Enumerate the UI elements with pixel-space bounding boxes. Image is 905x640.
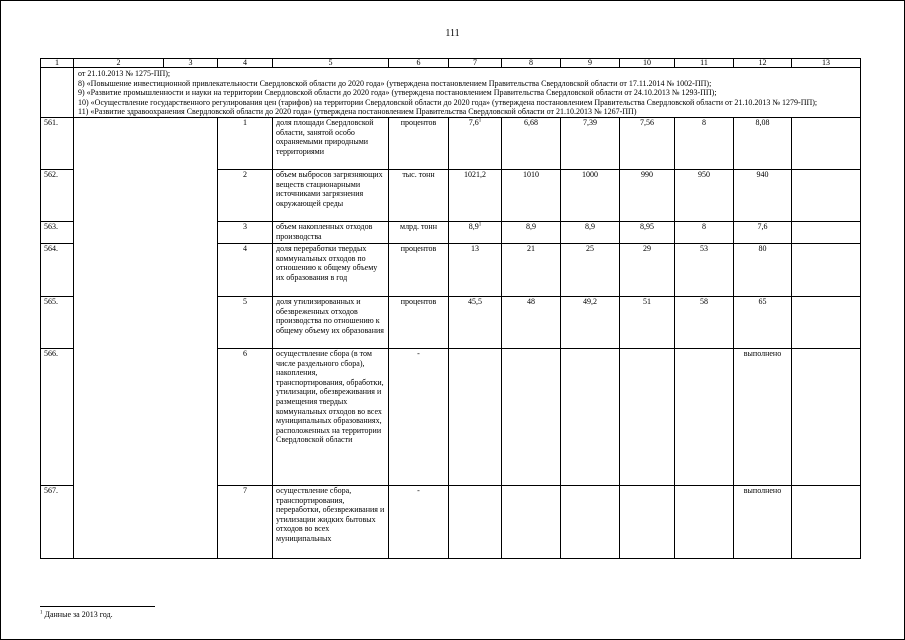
footnote-divider — [40, 606, 155, 607]
value-col13 — [792, 221, 861, 243]
value-col11 — [675, 348, 734, 485]
value-col9: 49,2 — [561, 296, 620, 348]
column-header: 10 — [620, 59, 675, 68]
column-header: 13 — [792, 59, 861, 68]
indicator-name: объем выбросов загрязняющих веществ стационарными источниками загрязнения окружающей среды — [273, 169, 389, 221]
value-col8 — [502, 348, 561, 485]
value-col10: 990 — [620, 169, 675, 221]
value-col8 — [502, 485, 561, 558]
value-col12: 80 — [734, 243, 792, 296]
column-header: 1 — [41, 59, 74, 68]
footnote-marker: 1 — [40, 610, 43, 616]
merged-program-cell — [74, 117, 218, 558]
value-col13 — [792, 348, 861, 485]
value-col12: 8,08 — [734, 117, 792, 169]
value-col12: 7,6 — [734, 221, 792, 243]
value-col7: 13 — [449, 243, 502, 296]
program-note: 9) «Развитие промышленности и науки на территории Свердловской области до 2020 года» (утверждена постановлением Правительства Свердловской области от 24.10.2013 № 1293-ПП); — [78, 88, 717, 98]
program-note: 11) «Развитие здравоохранения Свердловской области до 2020 года» (утверждена постановлением Правительства Свердловской области от 21.10.2013 № 1267-ПП) — [78, 107, 637, 117]
indicator-index: 5 — [218, 296, 273, 348]
row-number: 563. — [41, 221, 74, 243]
row-number: 562. — [41, 169, 74, 221]
table-row — [41, 117, 861, 169]
value-col10: 7,56 — [620, 117, 675, 169]
value-col8: 21 — [502, 243, 561, 296]
value-col8: 6,68 — [502, 117, 561, 169]
value-col7 — [449, 348, 502, 485]
value-col9 — [561, 485, 620, 558]
value-col8: 1010 — [502, 169, 561, 221]
value-col13 — [792, 117, 861, 169]
row-number: 561. — [41, 117, 74, 169]
program-note: 8) «Повышение инвестиционной привлекательности Свердловской области до 2020 года» (утверждена постановлением Правительства Свердловской области от 17.11.2014 № 1002-ПП); — [78, 78, 712, 88]
unit: процентов — [389, 296, 449, 348]
column-header: 2 — [74, 59, 164, 68]
value-col12: выполнено — [734, 485, 792, 558]
indicator-name: доля переработки твердых коммунальных отходов по отношению к общему объему их образования в год — [273, 243, 389, 296]
indicator-index: 7 — [218, 485, 273, 558]
value-col11: 58 — [675, 296, 734, 348]
column-header: 11 — [675, 59, 734, 68]
page-number: 111 — [445, 28, 460, 39]
column-header: 8 — [502, 59, 561, 68]
value-col10: 29 — [620, 243, 675, 296]
value-col7: $7,6^1$ — [449, 117, 502, 169]
value-col12: 65 — [734, 296, 792, 348]
row-number: 565. — [41, 296, 74, 348]
value-col13 — [792, 169, 861, 221]
indicator-index: 3 — [218, 221, 273, 243]
indicator-index: 6 — [218, 348, 273, 485]
indicator-index: 4 — [218, 243, 273, 296]
value-col7 — [449, 485, 502, 558]
value-col9: 25 — [561, 243, 620, 296]
unit: - — [389, 485, 449, 558]
value-col7: 1021,2 — [449, 169, 502, 221]
value-col13 — [792, 485, 861, 558]
footnote-marker: 1 — [478, 118, 482, 124]
column-header: 6 — [389, 59, 449, 68]
value-col9: 1000 — [561, 169, 620, 221]
programs-list — [74, 68, 861, 118]
indicator-name: доля площади Свердловской области, занятой особо охраняемыми природными территориями — [273, 117, 389, 169]
program-note: от 21.10.2013 № 1275-ПП); — [78, 69, 171, 78]
value-col7: $8,9^1$ — [449, 221, 502, 243]
value-col10 — [620, 485, 675, 558]
unit: тыс. тонн — [389, 169, 449, 221]
value-col11 — [675, 485, 734, 558]
row-number: 566. — [41, 348, 74, 485]
value-col11: 8 — [675, 117, 734, 169]
value-col10: 51 — [620, 296, 675, 348]
indicators-table — [40, 58, 861, 559]
column-header: 7 — [449, 59, 502, 68]
value-col8: 48 — [502, 296, 561, 348]
value-col13 — [792, 296, 861, 348]
indicator-name: объем накопленных отходов производства — [273, 221, 389, 243]
program-note: 10) «Осуществление государственного регулирования цен (тарифов) на территории Свердловской области до 2020 года» (утверждена постановлением Правительства Свердловской области от 21.10.2013 № 1279-ПП); — [78, 97, 818, 107]
value-col10 — [620, 348, 675, 485]
unit: процентов — [389, 117, 449, 169]
column-number-row — [41, 59, 861, 68]
column-header: 3 — [164, 59, 218, 68]
value-col11: 8 — [675, 221, 734, 243]
unit: - — [389, 348, 449, 485]
row-number: 567. — [41, 485, 74, 558]
footnote-text: Данные за 2013 год. — [42, 610, 113, 619]
column-header: 12 — [734, 59, 792, 68]
notes-row — [41, 68, 861, 118]
indicator-name: доля утилизированных и обезвреженных отходов производства по отношению к общему объему их образования — [273, 296, 389, 348]
unit: процентов — [389, 243, 449, 296]
value-col12: выполнено — [734, 348, 792, 485]
value-col7: 45,5 — [449, 296, 502, 348]
unit: млрд. тонн — [389, 221, 449, 243]
value-col11: 53 — [675, 243, 734, 296]
footnote — [40, 610, 113, 619]
value-col8: 8,9 — [502, 221, 561, 243]
value-col9: 8,9 — [561, 221, 620, 243]
indicator-name: осуществление сбора, транспортирования, переработки, обезвреживания и утилизации жидких бытовых отходов во всех муниципальных — [273, 485, 389, 558]
footnote-marker: 1 — [478, 222, 482, 228]
column-header: 9 — [561, 59, 620, 68]
value-col13 — [792, 243, 861, 296]
indicator-index: 2 — [218, 169, 273, 221]
value-col9 — [561, 348, 620, 485]
indicator-index: 1 — [218, 117, 273, 169]
value-col12: 940 — [734, 169, 792, 221]
value-col10: 8,95 — [620, 221, 675, 243]
indicator-name: осуществление сбора (в том числе раздельного сбора), накопления, транспортирования, обработки, утилизации, обезвреживания и размещения твердых коммунальных отходов во всех муниципальных образованиях, расположенных на территории Свердловской области — [273, 348, 389, 485]
value-col9: 7,39 — [561, 117, 620, 169]
column-header: 4 — [218, 59, 273, 68]
row-number: 564. — [41, 243, 74, 296]
column-header: 5 — [273, 59, 389, 68]
value-col11: 950 — [675, 169, 734, 221]
